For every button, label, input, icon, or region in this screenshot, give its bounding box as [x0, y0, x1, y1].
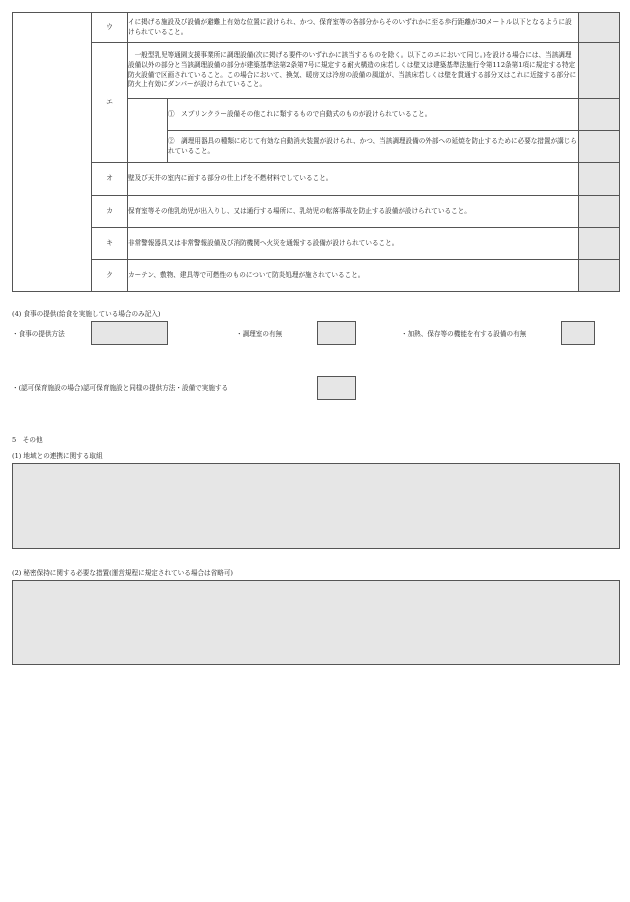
confidential-label: (2) 秘密保持に関する必要な措置(運営規程に規定されている場合は省略可) [12, 569, 233, 577]
row-text: 一般型乳児等通園支援事業所に調理設備(次に掲げる要件のいずれかに該当するものを除く。以下このエにおいて同じ。)を設ける場合には、当該調理設備以外の部分と当該調理設備の部分が建築基準法第2条第7号に規定する耐火構造の床若しくは壁又は建築基準法施行令第112条第1項に規定する特定防火設備で区画されていること。この場合において、換気、暖房又は冷房の設備の風道が、当該床若しくは壁を貫通する部分又はこれに近接する部分に防火上有効にダンパーが設けられていること。 [128, 43, 579, 99]
row-label: オ [92, 163, 128, 196]
certified-method-label: ・(認可保育施設の場合)認可保育施設と同様の提供方法・設備で実施する [12, 384, 229, 392]
other-heading: 5 その他 [12, 436, 43, 444]
indent-spacer [128, 99, 168, 163]
check-box[interactable] [579, 196, 620, 228]
row-text: 壁及び天井の室内に面する部分の仕上げを不燃材料でしていること。 [128, 163, 579, 196]
row-text: イに掲げる施設及び設備が避難上有効な位置に設けられ、かつ、保育室等の各部分からそのいずれかに至る歩行距離が30メートル以下となるように設けられていること。 [128, 13, 579, 43]
heating-equipment-field[interactable] [561, 321, 595, 345]
table-row [13, 260, 620, 292]
check-box[interactable] [579, 228, 620, 260]
certified-method-field[interactable] [317, 376, 356, 400]
row-text: 保育室等その他乳幼児が出入りし、又は通行する場所に、乳幼児の転落事故を防止する設備が設けられていること。 [128, 196, 579, 228]
sub-item-text: ② 調理用器具の種類に応じて有効な自動消火装置が設けられ、かつ、当該調理設備の外部への延焼を防止するために必要な措置が講じられていること。 [168, 131, 579, 163]
kitchen-label: ・調理室の有無 [236, 330, 283, 338]
row-text: 非常警報器具又は非常警報設備及び消防機関へ火災を通報する設備が設けられていること。 [128, 228, 579, 260]
row-label: エ [92, 43, 128, 163]
meal-method-label: ・食事の提供方法 [12, 330, 65, 338]
heating-equipment-label: ・加熱、保存等の機能を有する設備の有無 [401, 330, 527, 338]
row-label: ク [92, 260, 128, 292]
table-row [13, 43, 620, 99]
check-box[interactable] [579, 13, 620, 43]
row-label: カ [92, 196, 128, 228]
row-label: ウ [92, 13, 128, 43]
table-row [13, 13, 620, 43]
sub-item-text: ① スプリンクラー設備その他これに類するもので自動式のものが設けられていること。 [168, 99, 579, 131]
meal-method-field[interactable] [91, 321, 168, 345]
check-box[interactable] [579, 99, 620, 131]
table-row [13, 196, 620, 228]
community-textarea[interactable] [12, 463, 620, 549]
kitchen-field[interactable] [317, 321, 356, 345]
check-box[interactable] [579, 163, 620, 196]
check-box[interactable] [579, 131, 620, 163]
requirements-table [12, 12, 620, 292]
meal-heading: (4) 食事の提供(給食を実施している場合のみ記入) [12, 310, 161, 318]
row-text: カーテン、敷物、建具等で可燃性のものについて防炎処理が施されていること。 [128, 260, 579, 292]
table-row [13, 228, 620, 260]
check-box[interactable] [579, 260, 620, 292]
confidential-textarea[interactable] [12, 580, 620, 665]
row-label: キ [92, 228, 128, 260]
blank-left-column [13, 13, 92, 292]
table-row [13, 163, 620, 196]
community-label: (1) 地域との連携に関する取組 [12, 452, 103, 460]
check-box[interactable] [579, 43, 620, 99]
